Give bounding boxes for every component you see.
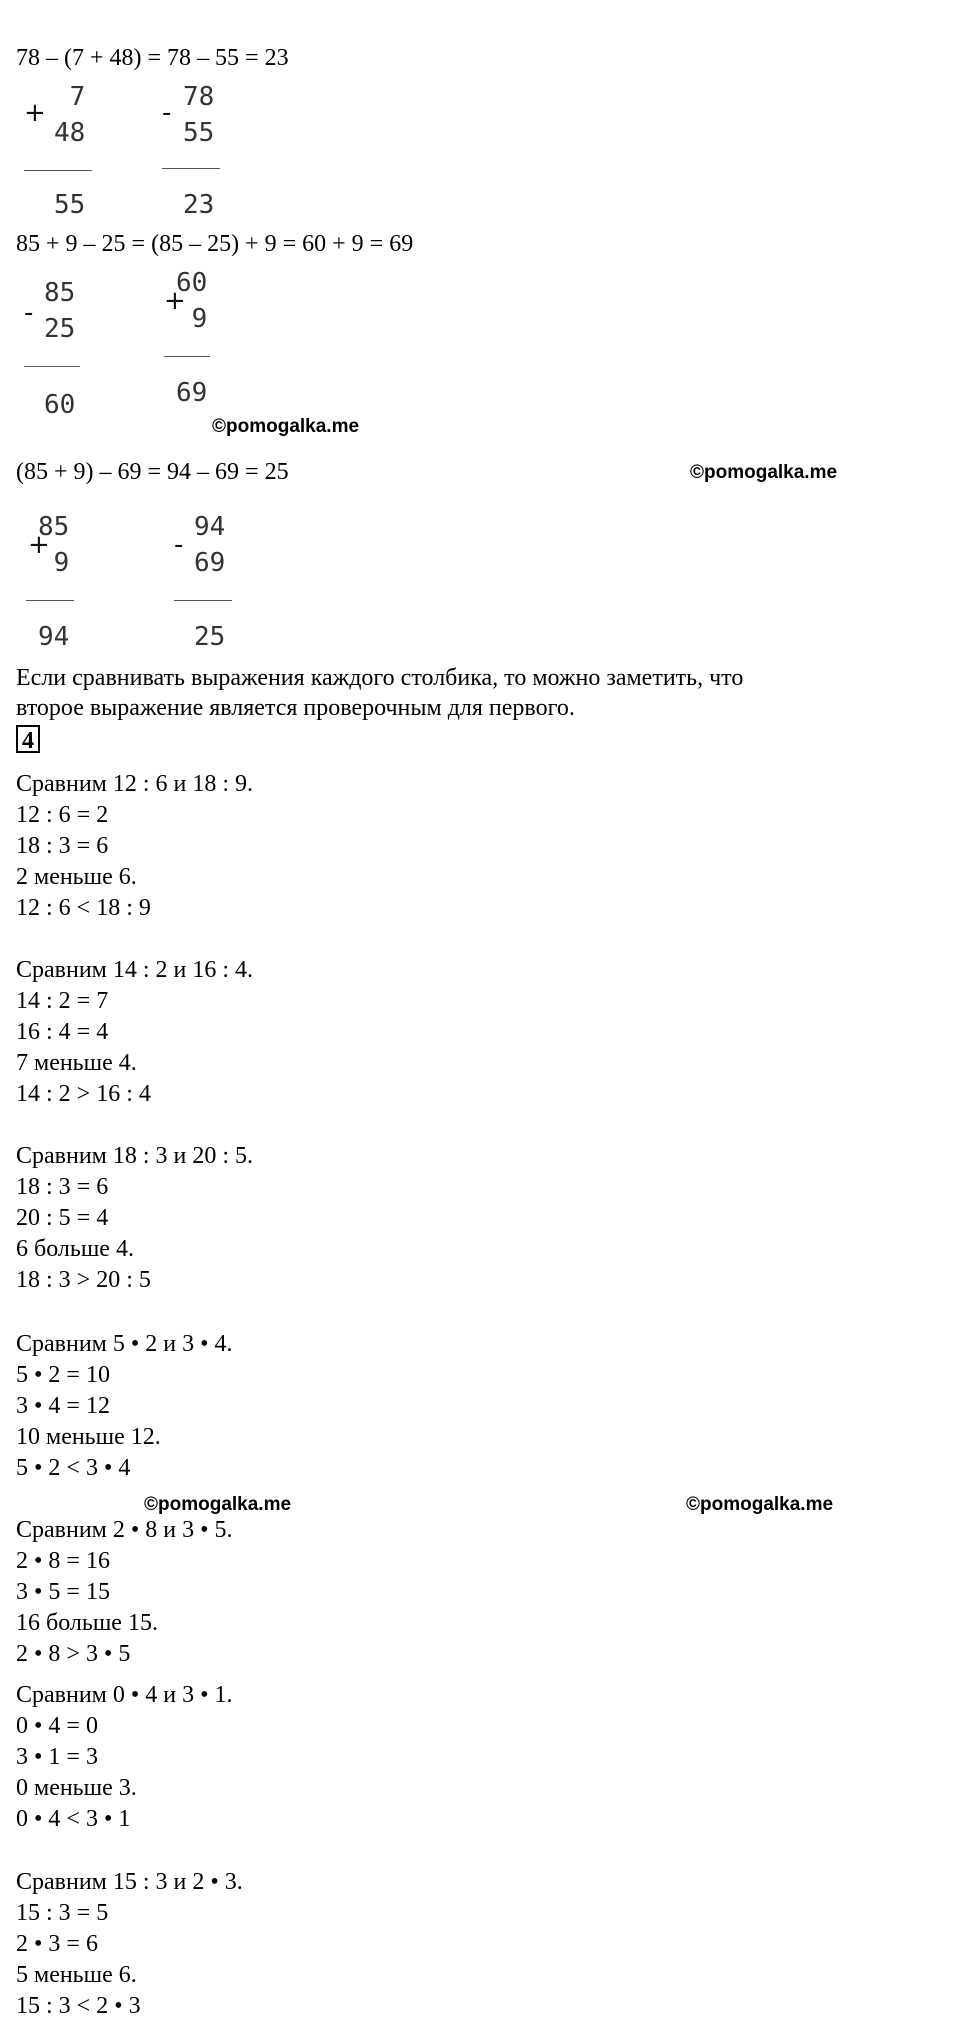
column-top-number: 94 xyxy=(194,512,226,542)
text-line: 3 • 4 = 12 xyxy=(16,1393,110,1419)
text-line: 14 : 2 > 16 : 4 xyxy=(16,1081,151,1107)
column-result: 69 xyxy=(176,378,208,408)
text-line: 16 больше 15. xyxy=(16,1610,158,1636)
column-top-number: 60 xyxy=(176,268,208,298)
column-result: 60 xyxy=(44,390,76,420)
column-bottom-number: 55 xyxy=(183,118,215,148)
column-top-number: 78 xyxy=(183,82,215,112)
column-top-number: 7 xyxy=(54,82,86,112)
text-line: 18 : 3 = 6 xyxy=(16,833,109,859)
minus-sign: - xyxy=(174,530,184,560)
column-divider xyxy=(164,356,210,357)
text-line: 12 : 6 = 2 xyxy=(16,802,109,828)
column-result: 23 xyxy=(183,190,215,220)
text-line: 3 • 5 = 15 xyxy=(16,1579,110,1605)
text-line: 6 больше 4. xyxy=(16,1236,134,1262)
column-top-number: 85 xyxy=(38,512,70,542)
plus-sign: + xyxy=(164,286,186,316)
text-line: 18 : 3 = 6 xyxy=(16,1174,109,1200)
conclusion-line: Если сравнивать выражения каждого столбика, то можно заметить, что xyxy=(16,665,744,691)
plus-sign: + xyxy=(28,530,50,560)
watermark: ©pomogalka.me xyxy=(686,1494,834,1515)
text-line: 5 • 2 = 10 xyxy=(16,1362,110,1388)
text-line: Сравним 2 • 8 и 3 • 5. xyxy=(16,1517,233,1543)
column-divider xyxy=(24,366,80,367)
text-line: 2 • 3 = 6 xyxy=(16,1931,98,1957)
column-divider xyxy=(24,170,92,171)
plus-sign: + xyxy=(24,98,46,128)
text-line: 15 : 3 = 5 xyxy=(16,1900,109,1926)
text-line: 10 меньше 12. xyxy=(16,1424,161,1450)
column-bottom-number: 9 xyxy=(176,304,208,334)
text-line: 2 • 8 = 16 xyxy=(16,1548,110,1574)
text-line: Сравним 5 • 2 и 3 • 4. xyxy=(16,1331,233,1357)
column-bottom-number: 9 xyxy=(38,548,70,578)
text-line: 7 меньше 4. xyxy=(16,1050,137,1076)
text-line: 16 : 4 = 4 xyxy=(16,1019,109,1045)
column-result: 55 xyxy=(54,190,86,220)
equation-line: 78 – (7 + 48) = 78 – 55 = 23 xyxy=(16,45,289,71)
text-line: 18 : 3 > 20 : 5 xyxy=(16,1267,151,1293)
text-line: 14 : 2 = 7 xyxy=(16,988,109,1014)
text-line: Сравним 0 • 4 и 3 • 1. xyxy=(16,1682,233,1708)
text-line: 2 • 8 > 3 • 5 xyxy=(16,1641,131,1667)
column-divider xyxy=(26,600,74,601)
watermark: ©pomogalka.me xyxy=(212,416,360,437)
text-line: 12 : 6 < 18 : 9 xyxy=(16,895,151,921)
text-line: Сравним 12 : 6 и 18 : 9. xyxy=(16,771,254,797)
equation-line: 85 + 9 – 25 = (85 – 25) + 9 = 60 + 9 = 69 xyxy=(16,231,414,257)
column-result: 94 xyxy=(38,622,70,652)
text-line: 5 меньше 6. xyxy=(16,1962,137,1988)
text-line: 0 • 4 < 3 • 1 xyxy=(16,1806,131,1832)
watermark: ©pomogalka.me xyxy=(690,462,838,483)
text-line: Сравним 18 : 3 и 20 : 5. xyxy=(16,1143,254,1169)
text-line: 15 : 3 < 2 • 3 xyxy=(16,1993,141,2019)
text-line: Сравним 15 : 3 и 2 • 3. xyxy=(16,1869,243,1895)
conclusion-line: второе выражение является проверочным для первого. xyxy=(16,695,575,721)
text-line: 20 : 5 = 4 xyxy=(16,1205,109,1231)
text-line: 5 • 2 < 3 • 4 xyxy=(16,1455,131,1481)
column-divider xyxy=(174,600,232,601)
text-line: 2 меньше 6. xyxy=(16,864,137,890)
text-line: 3 • 1 = 3 xyxy=(16,1744,98,1770)
text-line: Сравним 14 : 2 и 16 : 4. xyxy=(16,957,254,983)
task-number-box: 4 xyxy=(16,725,40,753)
column-bottom-number: 25 xyxy=(44,314,76,344)
column-bottom-number: 48 xyxy=(54,118,86,148)
column-top-number: 85 xyxy=(44,278,76,308)
text-line: 0 • 4 = 0 xyxy=(16,1713,98,1739)
column-result: 25 xyxy=(194,622,226,652)
equation-line: (85 + 9) – 69 = 94 – 69 = 25 xyxy=(16,459,289,485)
column-divider xyxy=(162,168,220,169)
watermark: ©pomogalka.me xyxy=(144,1494,292,1515)
text-line: 0 меньше 3. xyxy=(16,1775,137,1801)
column-bottom-number: 69 xyxy=(194,548,226,578)
minus-sign: - xyxy=(24,298,34,328)
minus-sign: - xyxy=(162,98,172,128)
